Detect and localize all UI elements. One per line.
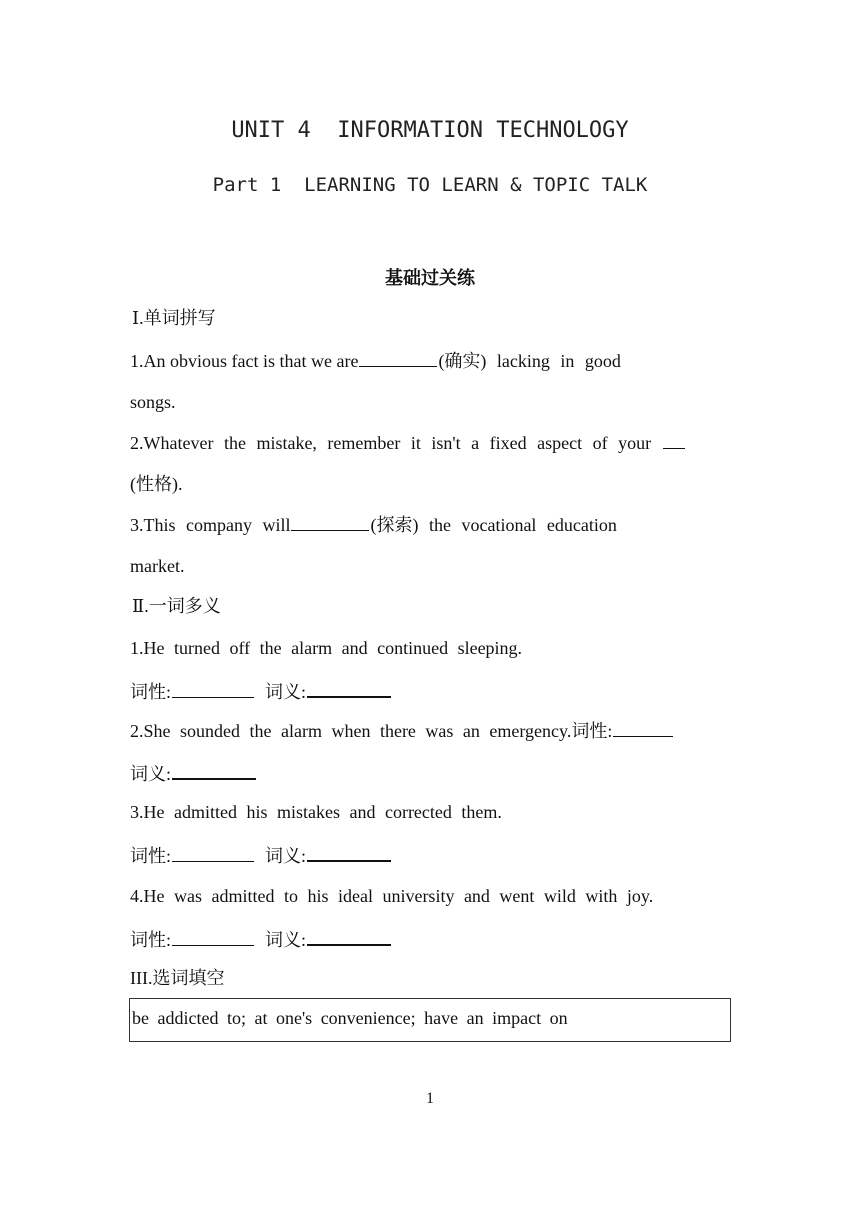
s2-item4-answers bbox=[130, 926, 732, 952]
s1-item1 bbox=[130, 348, 732, 373]
s2-item4-pos-blank[interactable] bbox=[172, 927, 254, 946]
section2-label: Ⅱ.一词多义 bbox=[132, 596, 221, 616]
s1-item2-cont: (性格). bbox=[130, 474, 183, 494]
s1-item1-blank[interactable] bbox=[359, 348, 437, 367]
word-bank-box bbox=[129, 998, 731, 1042]
s2-item3-pos-blank[interactable] bbox=[172, 843, 254, 862]
s2-item2 bbox=[130, 718, 732, 743]
s1-item1-hint: (确实) lacking in good bbox=[438, 351, 621, 371]
s1-item3 bbox=[130, 512, 732, 537]
s2-item3-sentence: 3.He admitted his mistakes and corrected them. bbox=[130, 802, 502, 822]
s1-item3-blank[interactable] bbox=[291, 512, 369, 531]
s2-item3-meaning-blank[interactable] bbox=[307, 842, 391, 862]
s2-item1-sentence: 1.He turned off the alarm and continued sleeping. bbox=[130, 638, 523, 658]
pos-label: 词性: bbox=[130, 682, 172, 702]
part-title: Part 1 LEARNING TO LEARN & TOPIC TALK bbox=[212, 174, 648, 196]
s1-item3-text: 3.This company will bbox=[130, 515, 291, 535]
s1-item2 bbox=[130, 430, 732, 455]
s2-item2-pos-blank[interactable] bbox=[613, 718, 673, 737]
section3-label: III.选词填空 bbox=[130, 968, 225, 988]
s1-item1-cont: songs. bbox=[130, 392, 176, 412]
s2-item2-answers bbox=[130, 760, 732, 786]
s2-item2-sentence: 2.She sounded the alarm when there was an emergency. bbox=[130, 721, 572, 741]
section1-label: Ⅰ.单词拼写 bbox=[132, 308, 216, 328]
s2-item1-meaning-blank[interactable] bbox=[307, 678, 391, 698]
s2-item2-meaning-blank[interactable] bbox=[172, 760, 256, 780]
s1-item2-blank[interactable] bbox=[663, 430, 685, 449]
page-number: 1 bbox=[426, 1090, 434, 1107]
s2-item1-answers bbox=[130, 678, 732, 704]
word-bank-text: be addicted to; at one's convenience; have an impact on bbox=[132, 1008, 568, 1028]
meaning-label: 词义: bbox=[265, 930, 307, 950]
pos-label: 词性: bbox=[571, 721, 613, 741]
s2-item1-pos-blank[interactable] bbox=[172, 679, 254, 698]
s1-item2-text: 2.Whatever the mistake, remember it isn't a fixed aspect of your bbox=[130, 433, 652, 453]
s1-item3-hint: (探索) the vocational education bbox=[370, 515, 617, 535]
s2-item4-meaning-blank[interactable] bbox=[307, 926, 391, 946]
s1-item3-cont: market. bbox=[130, 556, 185, 576]
meaning-label: 词义: bbox=[265, 846, 307, 866]
meaning-label: 词义: bbox=[130, 764, 172, 784]
s1-item1-text: 1.An obvious fact is that we are bbox=[130, 351, 359, 371]
pos-label: 词性: bbox=[130, 930, 172, 950]
s2-item3-answers bbox=[130, 842, 732, 868]
meaning-label: 词义: bbox=[265, 682, 307, 702]
section-heading: 基础过关练 bbox=[385, 268, 475, 289]
pos-label: 词性: bbox=[130, 846, 172, 866]
s2-item4-sentence: 4.He was admitted to his ideal university and went wild with joy. bbox=[130, 886, 654, 906]
unit-title: UNIT 4 INFORMATION TECHNOLOGY bbox=[231, 118, 629, 143]
